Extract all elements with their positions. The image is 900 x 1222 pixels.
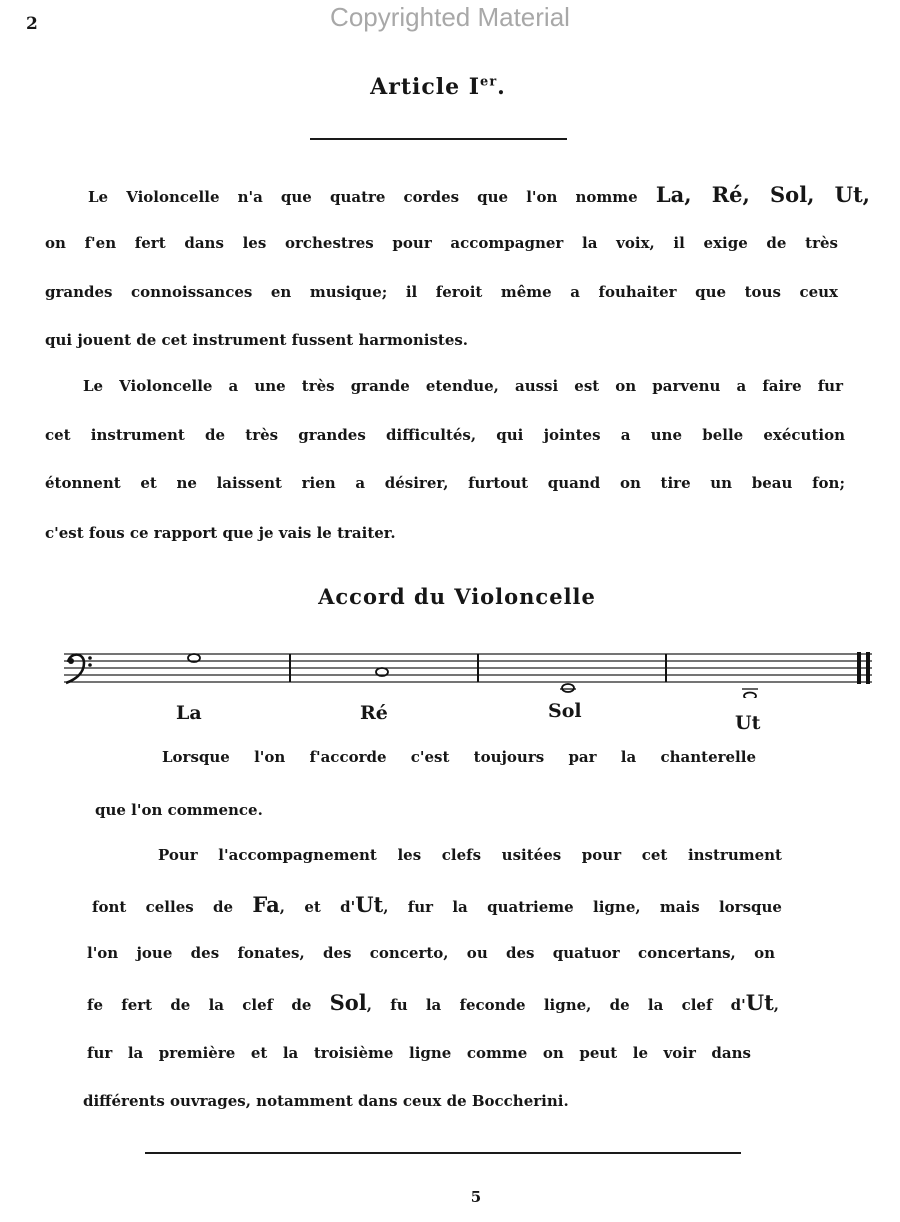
p4-line-2-a: font celles de (92, 898, 234, 916)
p2-line-1: Le Violoncelle a une très grande etendue, aussi est on parvenu a faire fur (83, 377, 843, 395)
clef-sol: Sol (329, 990, 367, 1015)
page-number: 2 (26, 14, 38, 34)
p1-line-4: qui jouent de cet instrument fussent harmonistes. (45, 331, 469, 349)
p1-line-1-text: Le Violoncelle n'a que quatre cordes que l'on nomme (88, 188, 638, 206)
p4-line-6: différents ouvrages, notamment dans ceux de Boccherini. (83, 1092, 569, 1110)
watermark: Copyrighted Material (330, 2, 570, 32)
p4-line-3: l'on joue des fonates, des concerto, ou des quatuor concertans, on (87, 944, 775, 962)
bass-clef-icon (66, 655, 92, 683)
note-ut (744, 693, 756, 699)
p1-line-1 (88, 182, 870, 207)
staff-lines (64, 654, 872, 682)
article-title-text: Article I (370, 74, 481, 100)
p4-line-4-b: , fu la feconde ligne, de la clef d' (366, 996, 746, 1014)
p2-line-2: cet instrument de très grandes difficultés, qui jointes a une belle exécution (45, 426, 845, 444)
p1-line-3: grandes connoissances en musique; il feroit même a fouhaiter que tous ceux (45, 283, 838, 301)
clef-ut-2: Ut (745, 990, 774, 1015)
article-title: Article Ier. (370, 74, 506, 100)
note-label-re: Ré (360, 702, 388, 724)
article-title-sup: er (480, 74, 498, 90)
note-sol (562, 684, 574, 692)
p4-line-4-c: , (773, 996, 779, 1014)
note-label-la: La (176, 702, 202, 724)
p4-line-5: fur la première et la troisième ligne comme on peut le voir dans (87, 1044, 751, 1062)
p4-line-4 (87, 990, 779, 1015)
clef-fa: Fa (252, 892, 280, 917)
note-label-ut: Ut (735, 712, 761, 734)
p2-line-3: étonnent et ne laissent rien a désirer, furtout quand on tire un beau fon; (45, 474, 845, 492)
p4-line-1: Pour l'accompagnement les clefs usitées pour cet instrument (158, 846, 782, 864)
bottom-rule (145, 1152, 741, 1154)
clef-ut: Ut (355, 892, 384, 917)
title-rule (310, 138, 567, 140)
p3-line-1: Lorsque l'on f'accorde c'est toujours par la chanterelle (162, 748, 756, 766)
p4-line-2-c: , fur la quatrieme ligne, mais lorsque (383, 898, 782, 916)
accord-title: Accord du Violoncelle (318, 584, 596, 609)
p4-line-2 (92, 892, 782, 917)
p4-line-2-b: , et d' (279, 898, 356, 916)
p4-line-4-a: fe fert de la clef de (87, 996, 312, 1014)
note-label-sol: Sol (548, 700, 582, 722)
p1-line-2: on f'en fert dans les orchestres pour accompagner la voix, il exige de très (45, 234, 838, 252)
footer-number: 5 (470, 1188, 482, 1206)
tuning-staff (62, 648, 878, 698)
p3-line-2: que l'on commence. (95, 801, 263, 819)
string-names: La, Ré, Sol, Ut, (655, 182, 870, 207)
p2-line-4: c'est fous ce rapport que je vais le traiter. (45, 524, 396, 542)
